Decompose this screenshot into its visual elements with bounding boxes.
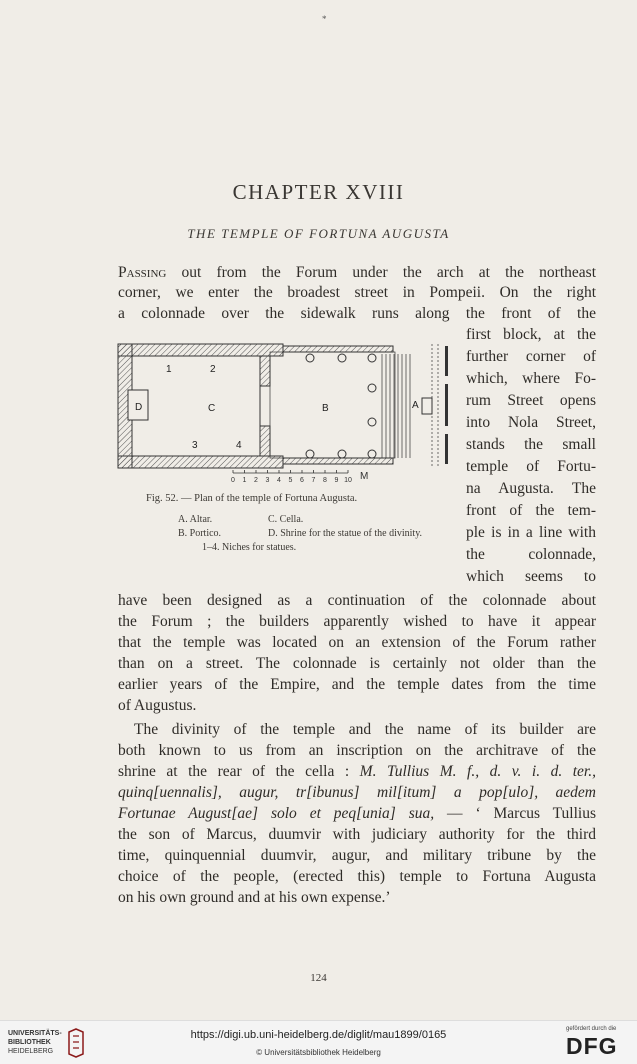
altar-a [422,398,432,414]
scale-unit: M [360,471,369,482]
scale-number: 3 [265,477,270,484]
label-niche-4: 4 [236,440,242,451]
text-line: Passing out from the Forum under the arch at the northeast [118,264,596,281]
figure-key-d: D. Shrine for the statue of the divinity. [268,528,423,539]
scale-number: 9 [334,477,339,484]
text-line: both known to us from an inscription on the architrave of the [118,742,596,759]
text-line: of Augustus. [118,697,197,714]
permalink-url[interactable]: https://digi.ub.uni-heidelberg.de/diglit/mau1899/0165 [190,1029,447,1041]
text-line: corner, we enter the broadest street in Pompeii. On the right [118,284,596,301]
scale-number: 1 [242,477,247,484]
text-line: the son of Marcus, duumvir with judiciary authority for the third [118,826,596,843]
columns [306,354,376,458]
scale-number: 6 [300,477,304,484]
text-line: that the temple was located on an extension of the Forum rather [118,634,596,651]
text-line: stands the small [466,436,596,453]
text-line: further corner of [466,348,596,365]
text-line: earlier years of the Empire, and the temple dates from the time [118,676,596,693]
text-line: have been designed as a continuation of the colonnade about [118,592,596,609]
figure-key-niches: 1–4. Niches for statues. [202,542,297,553]
funding-note: gefördert durch die [566,1026,617,1032]
label-portico: B [322,403,329,414]
chapter-heading: CHAPTER XVIII [232,180,405,204]
text-line: temple of Fortu- [466,458,596,475]
figure-key-b: B. Portico. [178,528,222,539]
portico-line [270,352,395,458]
viewer-footer [0,1020,637,1064]
copyright-text: © Universitätsbibliothek Heidelberg [256,1048,381,1057]
street-piers [445,346,448,464]
scale-number: 2 [254,477,258,484]
library-logo-text: UNIVERSITÄTS- BIBLIOTHEK HEIDELBERG [8,1030,62,1055]
scale-number: 7 [311,477,316,484]
text-line: on his own ground and at his own expense.’ [118,889,391,906]
scale-number: 5 [288,477,293,484]
text-line: na Augusta. The [466,480,596,497]
temple-plan-figure [110,338,460,488]
drop-word: Passing [118,264,167,281]
label-niche-2: 2 [210,364,216,375]
scale-number: 8 [323,477,327,484]
scale-number: 4 [277,477,281,484]
dfg-logo: DFG [566,1033,618,1059]
text-line: time, quinquennial duumvir, augur, and military tribune by the [118,847,596,864]
text-line: shrine at the rear of the cella : M. Tullius M. f., d. v. i. d. ter., [118,763,596,780]
figure-caption: Fig. 52. — Plan of the temple of Fortuna Augusta. [146,493,358,504]
text-line: first block, at the [466,326,596,343]
text-line: which seems to [466,568,596,585]
text-line: than on a street. The colonnade is certainly not older than the [118,655,596,672]
label-niche-3: 3 [192,440,198,451]
chapter-subtitle: THE TEMPLE OF FORTUNA AUGUSTA [187,226,450,241]
street-colonnade [432,344,438,468]
front-steps [382,354,410,458]
text-line: Fortunae August[ae] solo et peq[unia] sua, — ‘ Marcus Tullius [118,805,596,822]
text-line: ple is in a line with [466,524,596,541]
page-number: 124 [310,972,327,984]
label-cella: C [208,403,216,414]
text-line: into Nola Street, [466,414,596,431]
label-altar: A [412,400,419,411]
label-shrine: D [135,402,143,413]
text-line: quinq[uennalis], augur, tr[ibunus] mil[itum] a pop[ulo], aedem [118,784,596,801]
text-line: rum Street opens [466,392,596,409]
scale-number: 0 [231,477,235,484]
figure-key-c: C. Cella. [268,514,304,525]
text-line: choice of the people, (erected this) temple to Fortuna Augusta [118,868,596,885]
text-line: The divinity of the temple and the name of its builder are [134,721,596,738]
text-line: front of the tem- [466,502,596,519]
label-niche-1: 1 [166,364,172,375]
top-mark: * [322,14,327,24]
scale-number: 10 [344,477,352,484]
text-line: the colonnade, [466,546,596,563]
scale-bar [233,470,348,473]
text-line: a colonnade over the sidewalk runs along the front of the [118,305,596,322]
figure-key-a: A. Altar. [178,514,213,525]
text-line: the Forum ; the builders apparently wished to have it appear [118,613,596,630]
text-line: which, where Fo- [466,370,596,387]
